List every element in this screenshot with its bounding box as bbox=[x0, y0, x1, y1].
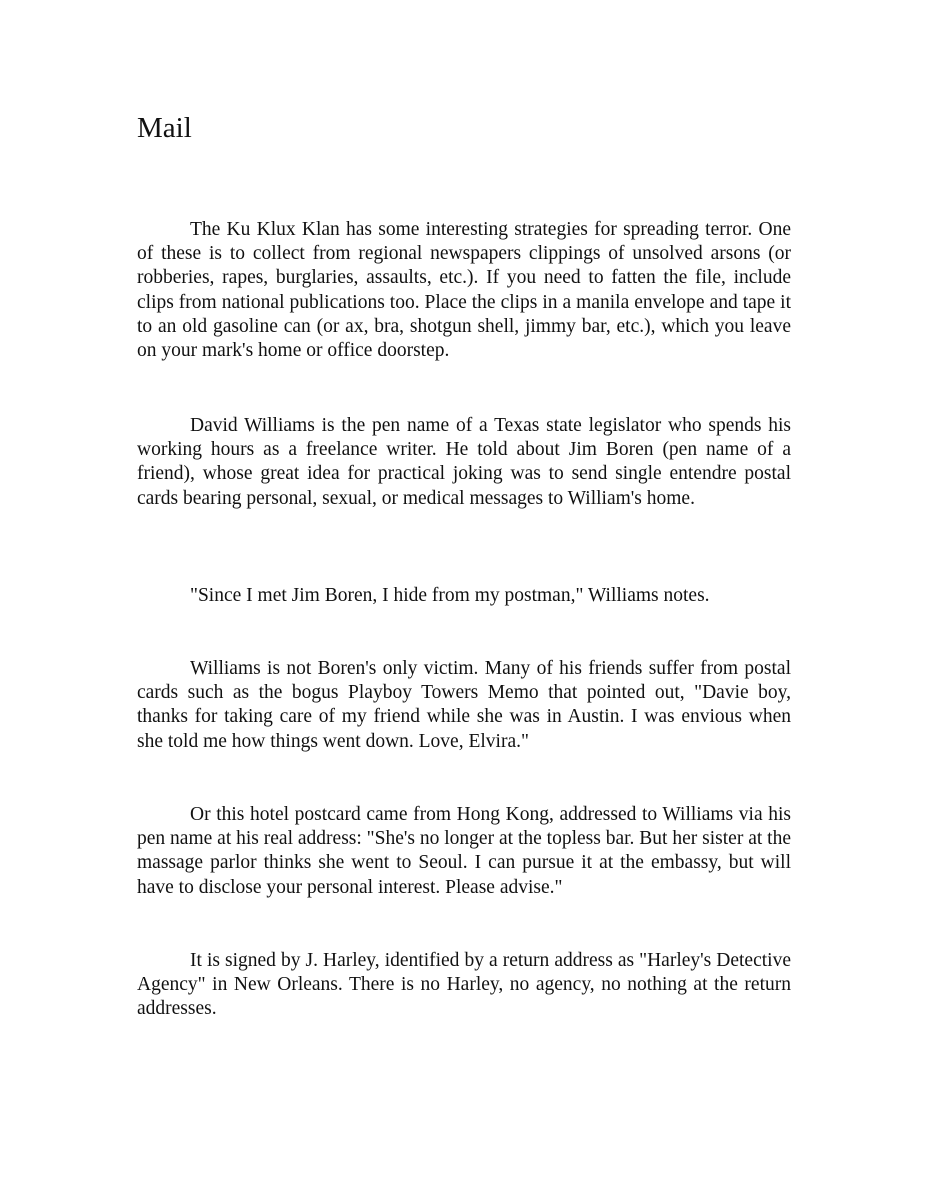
paragraph-kkk-strategies: The Ku Klux Klan has some interesting strategies for spreading terror. One of these is to collect from regional newspapers clippings of unsolved arsons (or robberies, rapes, burglaries, assaults, etc.). If you need to fatten the file, include clips from national publications too. Place the clips in a manila envelope and tape it to an old gasoline can (or ax, bra, shotgun shell, jimmy bar, etc.), which you leave on your mark's home or office doorstep. bbox=[137, 219, 791, 362]
paragraph-david-williams: David Williams is the pen name of a Texas state legislator who spends his working hours as a freelance writer. He told about Jim Boren (pen name of a friend), whose great idea for practical joking was to send single entendre postal cards bearing personal, sexual, or medical messages to William's home. bbox=[137, 415, 791, 509]
paragraph-postman-quote: "Since I met Jim Boren, I hide from my postman," Williams notes. bbox=[190, 585, 710, 606]
paragraph-harley-signature: It is signed by J. Harley, identified by a return address as "Harley's Detective Agency" in New Orleans. There is no Harley, no agency, no nothing at the return addresses. bbox=[137, 950, 791, 1020]
paragraph-hong-kong-postcard: Or this hotel postcard came from Hong Kong, addressed to Williams via his pen name at his real address: "She's no longer at the topless bar. But her sister at the massage parlor thinks she went to Seoul. I can pursue it at the embassy, but will have to disclose your personal interest. Please advise." bbox=[137, 804, 791, 898]
paragraph-borens-victims: Williams is not Boren's only victim. Many of his friends suffer from postal cards such as the bogus Playboy Towers Memo that pointed out, "Davie boy, thanks for taking care of my friend while she was in Austin. I was envious when she told me how things went down. Love, Elvira." bbox=[137, 658, 791, 752]
page-title: Mail bbox=[137, 112, 192, 144]
